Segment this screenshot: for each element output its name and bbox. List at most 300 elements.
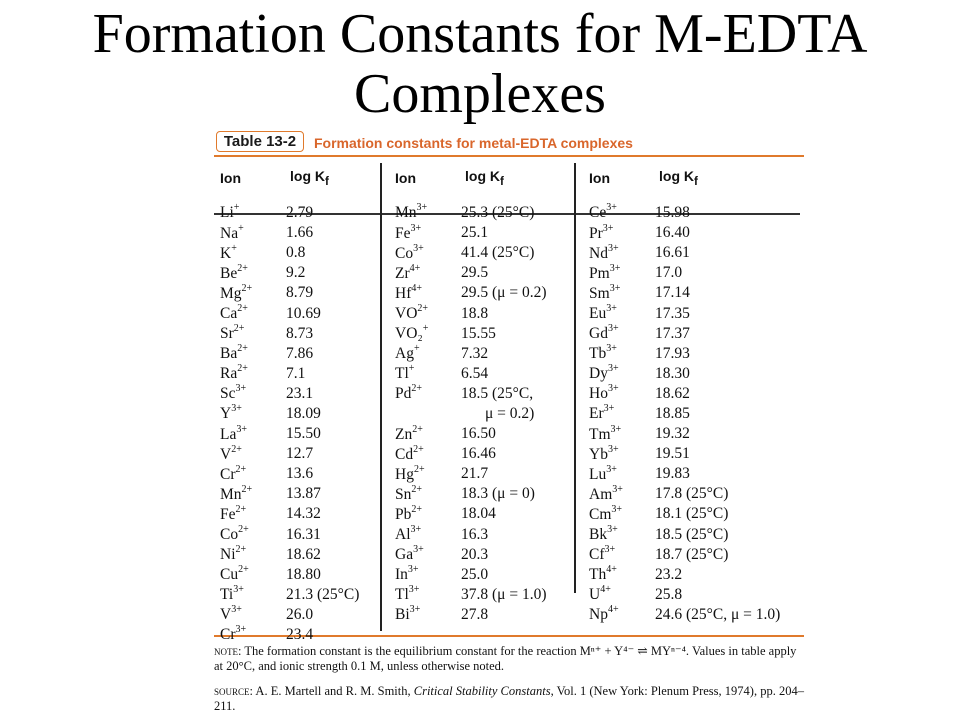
ion-symbol: Bk (589, 526, 608, 544)
ion-cell (395, 344, 461, 363)
table-row (589, 444, 804, 464)
ion-cell (220, 264, 286, 283)
table-row (589, 263, 804, 283)
ion-cell (589, 425, 655, 444)
logk-value: 15.50 (286, 425, 321, 443)
ion-cell (395, 425, 461, 444)
header-logk-sub: f (325, 174, 329, 188)
table-row (589, 404, 804, 424)
ion-cell (220, 304, 286, 323)
header-ion: Ion (395, 170, 416, 186)
ion-symbol: VO₂ (395, 325, 423, 343)
ion-symbol: Eu (589, 305, 607, 323)
table-row (589, 585, 804, 605)
ion-symbol: Pr (589, 224, 603, 242)
table-row (395, 565, 575, 585)
ion-charge: 2+ (235, 463, 247, 475)
logk-value: 29.5 (461, 264, 489, 282)
ion-cell (395, 605, 461, 624)
ion-symbol: Cf (589, 546, 605, 564)
ion-charge: 3+ (607, 443, 619, 455)
ion-symbol: Cd (395, 445, 414, 463)
ion-cell (589, 505, 655, 524)
ion-charge: 3+ (609, 282, 621, 294)
table-row (395, 504, 575, 524)
ion-symbol: Mg (220, 285, 242, 302)
logk-value: 18.62 (286, 545, 321, 563)
logk-value: 23.1 (286, 384, 314, 402)
ion-symbol: La (220, 425, 237, 443)
ion-charge: 2+ (237, 302, 248, 314)
ion-symbol: Cm (589, 506, 612, 524)
logk-value: 18.5 (25°C, (461, 384, 534, 402)
table-caption: Formation constants for metal-EDTA complexes (314, 135, 633, 151)
table-row (395, 223, 575, 243)
ion-charge: 4+ (409, 262, 421, 274)
table-row (589, 344, 804, 364)
ion-cell (589, 525, 655, 544)
ion-cell (589, 324, 655, 343)
ion-charge: 2+ (233, 323, 245, 335)
ion-symbol: Ra (220, 365, 238, 383)
table-row (395, 605, 575, 625)
ion-symbol: Sm (589, 285, 610, 302)
ion-charge: 3+ (606, 302, 617, 314)
formation-constants-table (214, 127, 804, 714)
ion-symbol: Cu (220, 566, 239, 584)
ion-symbol: Np (589, 606, 608, 624)
note-label: note: (214, 643, 242, 658)
logk-value: 17.35 (655, 304, 690, 322)
table-column-2 (395, 157, 575, 625)
ion-cell (395, 485, 461, 504)
table-row (589, 504, 804, 524)
ion-symbol: Tm (589, 425, 611, 443)
logk-value: 17.93 (655, 344, 690, 362)
ion-cell (220, 324, 286, 343)
logk-value: 18.1 (25°C) (655, 505, 729, 523)
ion-charge: 3+ (609, 262, 621, 274)
slide-title: Formation Constants for M-EDTA Complexes (92, 3, 868, 125)
ion-symbol: Tl (395, 365, 409, 383)
ion-cell (220, 605, 286, 624)
ion-symbol: Nd (589, 244, 608, 262)
table-row (220, 464, 380, 484)
table-row (220, 444, 380, 464)
header-logk-sub: f (500, 174, 504, 188)
logk-value: 16.3 (461, 525, 489, 543)
logk-value: 13.6 (286, 465, 314, 483)
table-row (589, 243, 804, 263)
ion-cell (220, 585, 286, 604)
table-row (220, 545, 380, 565)
ion-charge: 2+ (237, 262, 248, 274)
column-rows (220, 191, 380, 645)
logk-value: 25.1 (461, 224, 489, 242)
table-row (589, 223, 804, 243)
logk-value: 16.46 (461, 445, 496, 463)
ion-symbol: Fe (395, 224, 411, 242)
ion-charge: 3+ (235, 383, 247, 395)
ion-charge: 3+ (407, 564, 419, 576)
table-row (589, 203, 804, 223)
ion-charge: 2+ (411, 483, 423, 495)
ion-charge: 3+ (413, 544, 424, 556)
ion-cell (589, 203, 655, 222)
ion-symbol: Li (220, 204, 234, 222)
ion-cell (589, 264, 655, 283)
ion-charge: 3+ (602, 222, 614, 234)
logk-value: 19.32 (655, 425, 690, 443)
ion-cell (220, 565, 286, 584)
table-row (589, 464, 804, 484)
ion-charge: 4+ (411, 282, 422, 294)
header-logk-sub: f (694, 174, 698, 188)
table-column-3 (589, 157, 804, 625)
logk-value: 26.0 (286, 605, 314, 623)
logk-value: 16.40 (655, 224, 690, 242)
ion-cell (220, 625, 286, 644)
table-row (220, 625, 380, 645)
logk-value: 23.4 (286, 626, 314, 644)
logk-value: 18.5 (25°C) (655, 525, 729, 543)
ion-cell (589, 224, 655, 243)
ion-symbol: Ga (395, 546, 414, 564)
table-row (220, 565, 380, 585)
table-row (395, 384, 575, 404)
table-row (220, 424, 380, 444)
ion-symbol: Y (220, 405, 232, 423)
ion-symbol: Sr (220, 325, 234, 343)
logk-value: 1.66 (286, 224, 314, 242)
note-text: The formation constant is the equilibrium constant for the reaction Mⁿ⁺ + Y⁴⁻ ⇌ MYⁿ⁻⁴. Values in table apply at 20°C, and ionic strength 0.1 M, unless otherwise noted. (214, 643, 797, 673)
table-row (589, 545, 804, 565)
ion-symbol: Yb (589, 445, 608, 463)
ion-charge: 3+ (235, 624, 247, 636)
source-label: source: (214, 683, 253, 698)
logk-value: 2.79 (286, 204, 314, 222)
column-divider-1 (380, 163, 382, 631)
ion-charge: 3+ (236, 423, 247, 435)
logk-value: 18.3 (μ = 0) (461, 485, 535, 503)
logk-value: 18.62 (655, 384, 690, 402)
ion-symbol: Na (220, 224, 239, 242)
ion-charge: 2+ (235, 503, 247, 515)
table-row (395, 484, 575, 504)
column-header (220, 157, 380, 191)
source-text-before: A. E. Martell and R. M. Smith, (255, 683, 414, 698)
logk-value: 12.7 (286, 445, 314, 463)
table-source (214, 674, 804, 714)
ion-charge: 2+ (238, 523, 249, 535)
ion-charge: 3+ (603, 403, 615, 415)
logk-value: 29.5 (μ = 0.2) (461, 284, 547, 302)
ion-symbol: Ba (220, 345, 238, 363)
ion-symbol: Ca (220, 305, 238, 323)
ion-cell (220, 203, 286, 222)
ion-symbol: Ti (220, 586, 234, 604)
logk-value: 16.31 (286, 525, 321, 543)
ion-charge: 3+ (612, 483, 623, 495)
ion-charge: + (422, 323, 429, 335)
table-row (220, 404, 380, 424)
logk-value: 23.2 (655, 565, 683, 583)
logk-value: 18.09 (286, 404, 321, 422)
logk-value: 19.51 (655, 445, 690, 463)
logk-value: 7.32 (461, 344, 489, 362)
ion-cell (589, 585, 655, 604)
logk-value: 7.1 (286, 364, 306, 382)
ion-cell (220, 505, 286, 524)
table-row (395, 344, 575, 364)
ion-charge: + (413, 343, 420, 355)
logk-value: 18.80 (286, 565, 321, 583)
logk-value: 18.30 (655, 364, 690, 382)
table-row (395, 243, 575, 263)
ion-symbol: Am (589, 485, 613, 503)
ion-charge: 3+ (610, 423, 622, 435)
ion-cell (589, 404, 655, 423)
ion-symbol: Pb (395, 506, 412, 524)
logk-value: 21.7 (461, 465, 489, 483)
table-row (220, 243, 380, 263)
logk-value: 8.79 (286, 284, 314, 302)
logk-value: 18.7 (25°C) (655, 545, 729, 563)
ion-cell (395, 364, 461, 383)
ion-charge: 2+ (238, 564, 249, 576)
table-row (589, 283, 804, 303)
logk-value: 15.98 (655, 204, 690, 222)
logk-value: 10.69 (286, 304, 321, 322)
ion-cell (220, 224, 286, 243)
ion-symbol: Hf (395, 285, 412, 302)
table-row (589, 384, 804, 404)
ion-charge: 2+ (241, 282, 253, 294)
ion-cell (220, 364, 286, 383)
ion-symbol: Cr (220, 626, 236, 644)
ion-symbol: Ni (220, 546, 236, 564)
logk-value: 15.55 (461, 324, 496, 342)
header-logk: $\log K_f$ (659, 168, 698, 188)
ion-charge: 3+ (231, 403, 242, 415)
ion-cell (395, 384, 461, 403)
table-row (589, 303, 804, 323)
ion-cell (220, 525, 286, 544)
logk-value: 18.85 (655, 404, 690, 422)
ion-cell (395, 445, 461, 464)
ion-cell (395, 224, 461, 243)
ion-symbol: Ce (589, 204, 607, 222)
ion-charge: 4+ (607, 604, 619, 616)
ion-charge: 3+ (607, 323, 619, 335)
logk-value: 17.14 (655, 284, 690, 302)
ion-charge: 2+ (241, 483, 253, 495)
table-row (395, 364, 575, 384)
ion-charge: 2+ (413, 463, 425, 475)
ion-symbol: Co (220, 526, 239, 544)
ion-symbol: Dy (589, 365, 608, 383)
ion-charge: 3+ (606, 463, 617, 475)
logk-value: μ = 0.2) (485, 404, 535, 422)
ion-cell (589, 244, 655, 263)
table-row (220, 263, 380, 283)
table-column-1 (220, 157, 380, 645)
ion-cell (589, 284, 655, 303)
ion-charge: 3+ (409, 604, 421, 616)
ion-cell (589, 545, 655, 564)
logk-value: 25.8 (655, 585, 683, 603)
column-header (589, 157, 804, 191)
ion-cell (220, 445, 286, 464)
table-row (589, 605, 804, 625)
ion-symbol: Sc (220, 385, 236, 403)
table-row (220, 504, 380, 524)
ion-cell (589, 344, 655, 363)
ion-symbol: Th (589, 566, 607, 584)
ion-charge: 3+ (416, 202, 428, 214)
ion-cell (220, 284, 286, 303)
table-row (395, 303, 575, 323)
logk-value: 20.3 (461, 545, 489, 563)
ion-symbol: Fe (220, 506, 236, 524)
table-row (395, 263, 575, 283)
column-rows (589, 191, 804, 625)
ion-cell (395, 545, 461, 564)
table-row (220, 324, 380, 344)
table-row (589, 525, 804, 545)
ion-cell (395, 203, 461, 222)
ion-cell (395, 284, 461, 303)
ion-cell (220, 485, 286, 504)
table-body (214, 157, 804, 644)
table-row (395, 424, 575, 444)
logk-value: 24.6 (25°C, μ = 1.0) (655, 605, 781, 623)
table-row (589, 424, 804, 444)
table-row (589, 565, 804, 585)
logk-value: 0.8 (286, 244, 306, 262)
logk-value: 17.0 (655, 264, 683, 282)
ion-charge: 3+ (606, 343, 617, 355)
ion-symbol: Lu (589, 465, 607, 483)
ion-cell (589, 605, 655, 624)
ion-charge: 3+ (410, 222, 422, 234)
ion-charge: 4+ (606, 564, 617, 576)
table-row (220, 223, 380, 243)
ion-cell (395, 505, 461, 524)
logk-value: 14.32 (286, 505, 321, 523)
table-row (220, 605, 380, 625)
logk-value: 41.4 (25°C) (461, 244, 535, 262)
table-row (220, 303, 380, 323)
ion-cell (589, 445, 655, 464)
logk-value: 18.04 (461, 505, 496, 523)
logk-value: 21.3 (25°C) (286, 585, 360, 603)
ion-cell (395, 244, 461, 263)
ion-symbol: Pm (589, 264, 610, 282)
table-row (589, 364, 804, 384)
ion-symbol: Al (395, 526, 411, 544)
ion-symbol: Tb (589, 345, 607, 363)
ion-cell (220, 244, 286, 263)
logk-value: 8.73 (286, 324, 314, 342)
logk-value: 19.83 (655, 465, 690, 483)
table-row (589, 324, 804, 344)
ion-cell (589, 304, 655, 323)
ion-cell (589, 565, 655, 584)
ion-symbol: U (589, 586, 601, 604)
ion-cell (395, 324, 461, 343)
ion-charge: 2+ (237, 343, 248, 355)
ion-symbol: Er (589, 405, 604, 423)
ion-symbol: Mn (395, 204, 417, 222)
ion-cell (395, 264, 461, 283)
ion-symbol: Co (395, 244, 414, 262)
table-row (395, 283, 575, 303)
table-row (220, 283, 380, 303)
logk-value: 13.87 (286, 485, 321, 503)
ion-symbol: Be (220, 264, 238, 282)
table-row (220, 484, 380, 504)
ion-charge: 2+ (412, 423, 423, 435)
table-row (395, 203, 575, 223)
ion-charge: 2+ (417, 302, 429, 314)
ion-charge: 3+ (604, 544, 616, 556)
ion-charge: + (231, 242, 237, 254)
ion-symbol: Gd (589, 325, 608, 343)
ion-charge: 3+ (413, 242, 424, 254)
column-header (395, 157, 575, 191)
ion-symbol: Ag (395, 345, 414, 363)
ion-cell (220, 465, 286, 484)
table-row (395, 545, 575, 565)
logk-value: 25.3 (25°C) (461, 204, 535, 222)
table-number-tag: Table 13-2 (216, 131, 304, 152)
ion-symbol: VO (395, 305, 418, 323)
ion-symbol: V (220, 445, 232, 463)
ion-cell (589, 465, 655, 484)
ion-charge: 3+ (607, 383, 619, 395)
table-row (395, 324, 575, 344)
ion-charge: 3+ (607, 523, 618, 535)
ion-symbol: Zn (395, 425, 413, 443)
logk-value: 18.8 (461, 304, 489, 322)
ion-cell (220, 404, 286, 423)
source-title: Critical Stability Constants (413, 683, 551, 698)
ion-charge: 4+ (600, 584, 611, 596)
table-caption-row (214, 127, 804, 155)
ion-charge: 2+ (411, 503, 423, 515)
logk-value: 17.37 (655, 324, 690, 342)
logk-value: 16.61 (655, 244, 690, 262)
ion-charge: 2+ (411, 383, 423, 395)
ion-charge: + (238, 222, 244, 234)
logk-value: 27.8 (461, 605, 489, 623)
ion-cell (220, 384, 286, 403)
ion-charge: 3+ (408, 584, 420, 596)
ion-charge: + (233, 202, 240, 214)
table-row (220, 525, 380, 545)
ion-cell (220, 545, 286, 564)
ion-charge: 3+ (607, 363, 619, 375)
ion-symbol: Sn (395, 485, 412, 503)
table-row (395, 585, 575, 605)
ion-charge: 2+ (413, 443, 424, 455)
ion-charge: 3+ (233, 584, 244, 596)
table-row (220, 384, 380, 404)
ion-charge: 3+ (607, 242, 619, 254)
ion-charge: 3+ (611, 503, 623, 515)
ion-charge: 3+ (606, 202, 617, 214)
